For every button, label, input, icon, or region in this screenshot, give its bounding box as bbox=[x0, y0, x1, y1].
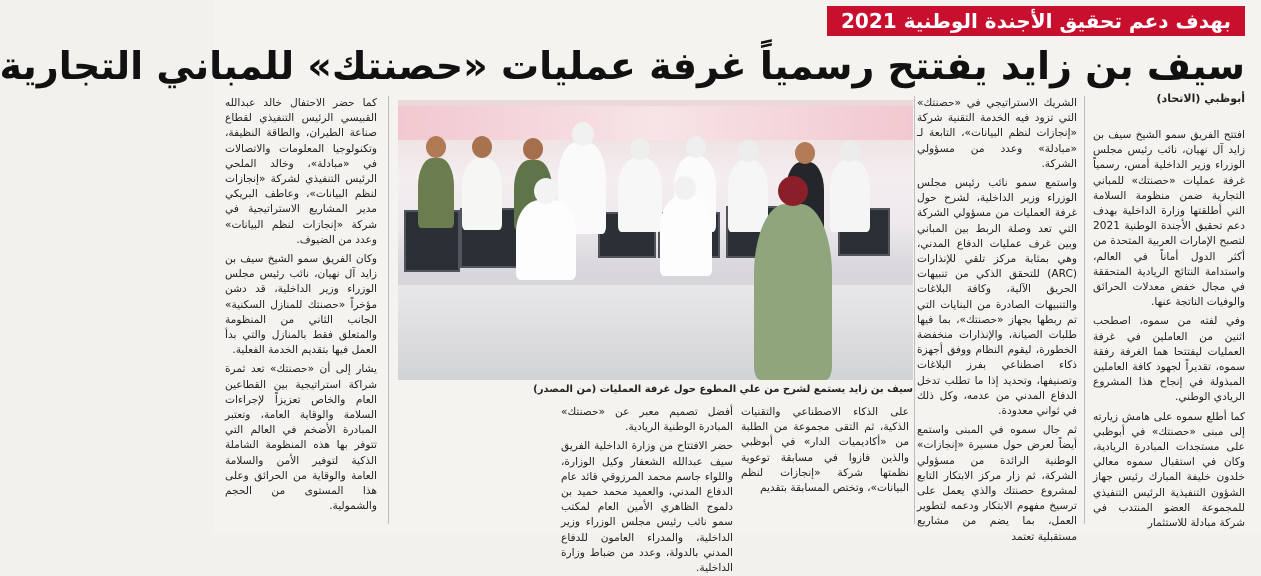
photo-person-head bbox=[795, 142, 815, 164]
column-divider bbox=[1084, 96, 1085, 524]
column-divider bbox=[914, 96, 915, 524]
article-column-1 bbox=[1093, 128, 1245, 530]
photo-person-officer bbox=[754, 204, 832, 380]
photo-person-seated bbox=[516, 200, 576, 280]
photo-person-head bbox=[674, 176, 696, 200]
photo-person-head bbox=[778, 176, 808, 206]
dateline: أبوظبي (الاتحاد) bbox=[1156, 92, 1245, 105]
article-column-2 bbox=[917, 96, 1077, 543]
article-column-3 bbox=[741, 405, 909, 523]
paragraph: وفي لفته من سموه، اصطحب اثنين من العاملين في غرفة العمليات ليفتتحا هما الغرفة رفقة سموه، تقديراً لجهود كافة العاملين المبذولة في إنجاح هذا المشروع الريادي الوطني. bbox=[1093, 315, 1245, 404]
photo-desk bbox=[398, 285, 913, 380]
paragraph: على الذكاء الاصطناعي والتقنيات الذكية، ثم التقى مجموعة من الطلبة من «أكاديميات الدار» في أبوظبي والذين فازوا في مسابقة توعوية نظمتها شركة «إنجازات لنظم البيانات»، وتختص المسابقة بتقديم bbox=[741, 406, 909, 495]
paragraph: كما حضر الاحتفال خالد عبدالله القبيسي الرئيس التنفيذي لقطاع صناعة الطيران، والطاقة النظيفة، وتكنولوجيا المعلومات والاتصالات في «مبادلة»، وخالد الملحي الرئيس التنفيذي لشركة «إنجازات لنظم البيانات»، وعاطف البريكي مدير المشاريع الاستراتيجية في شركة «إنجازات لنظم البيانات» وعدد من الضيوف. bbox=[225, 97, 377, 246]
paragraph: حضر الافتتاح من وزارة الداخلية الفريق سيف عبدالله الشعفار وكيل الوزارة، واللواء جاسم محمد المرزوقي قائد عام الدفاع المدني، والعميد محمد حميد بن دلموج الظاهري الأمين العام لمكتب سمو نائب رئيس مجلس الوزراء وزير الداخلية، والمدراء العامون للدفاع المدني بالدولة، وعدد من ضباط وزارة الداخلية. bbox=[561, 440, 733, 575]
paragraph: يشار إلى أن «حصنتك» تعد ثمرة شراكة استراتيجية بين القطاعين العام والخاص تعزيزاً لإجراءات السلامة والوقاية العامة، وتعتبر المبادرة الأضخم في العالم التي تتوفر بها هذه المنظومة الشاملة الذكية لتوفير الأمن والسلامة العامة والوقاية من الحرائق وعلى هذا المستوى من الحجم والشمولية. bbox=[225, 363, 377, 513]
paragraph: كما أطلع سموه على هامش زيارته إلى مبنى «حصنتك» في أبوظبي على مستجدات المبادرة الريادية، وكان في استقبال سموه معالي خلدون خليفة المبارك رئيس جهاز الشؤون التنفيذية الرئيس التنفيذي للمجموعة العضو المنتدب في شركة مبادلة للاستثمار bbox=[1093, 410, 1245, 530]
photo-person-seated bbox=[660, 196, 712, 276]
paragraph: الشريك الاستراتيجي في «حصنتك» التي تزود فيه الخدمة التقنية شركة «إنجازات لنظم البيانات»، التابعة لـ «مبادلة» وعدد من مسؤولي الشركة. bbox=[917, 97, 1077, 170]
paragraph: واستمع سمو نائب رئيس مجلس الوزراء وزير الداخلية، لشرح حول غرفة العمليات من مسؤولي الشركة التي تعد وصلة الربط بين المباني وبين غرف عمليات الدفاع المدني، وهي بمثابة مركز تلقي للإنذارات (ARC) للتحقق الذكي من تنبيهات الحريق الآلية، وكافة البلاغات والتنبيهات الصادرة من البنايات التي تم ربطها بجهاز «حصنتك»، بما فيها طلبات الصيانة، والإنذارات منخفضة الخطورة، ليقوم النظام ووفق أجهزة ذكاء اصطناعي بفرز البلاغات وتصنيفها، وتحديد إذا ما تطلب تدخل الدفاع المدني من عدمه، وكل ذلك في ثواني معدودة. bbox=[917, 177, 1077, 418]
photo-person-head bbox=[840, 140, 860, 162]
photo-person bbox=[418, 158, 454, 228]
photo-person-head bbox=[630, 138, 650, 160]
photo-wall-banner bbox=[398, 106, 913, 140]
photo-person bbox=[618, 158, 662, 232]
headline: سيف بن زايد يفتتح رسمياً غرفة عمليات «حصنتك» للمباني التجارية bbox=[0, 44, 1245, 88]
column-divider bbox=[388, 96, 389, 524]
paragraph: ثم جال سموه في المبنى واستمع أيضاً لعرض حول مسيرة «إنجازات» الوطنية الرائدة من مسؤولي الشركة، ثم زار مركز الابتكار التابع لمشروع حصنتك والذي يعمل على ترسيخ مفهوم الابتكار ودعمه لتطوير العمل، بما يضم من مشاريع مستقبلية تعتمد bbox=[917, 424, 1077, 543]
photo-caption: سيف بن زايد يستمع لشرح من علي المطوع حول غرفة العمليات (من المصدر) bbox=[533, 384, 913, 395]
photo-person-head bbox=[523, 138, 543, 160]
photo-person-head bbox=[472, 136, 492, 158]
photo-person bbox=[830, 160, 870, 232]
paragraph: أفضل تصميم معبر عن «حصنتك» المبادرة الوطنية الريادية. bbox=[561, 406, 733, 434]
photo-person-head bbox=[572, 122, 594, 146]
paragraph: افتتح الفريق سمو الشيخ سيف بن زايد آل نهيان، نائب رئيس مجلس الوزراء وزير الداخلية أمس، رسمياً غرفة عمليات «حصنتك» للمباني التجارية ضمن منظومة السلامة التي أطلقتها وزارة الداخلية بهدف دعم تحقيق الأجندة الوطنية 2021 لتصبح الإمارات العربية المتحدة من أكثر الدول أماناً في العالم، واستدامة النتائج الريادية المتحققة في مجال خفض معدلات الحرائق والوفيات الناتجة عنها. bbox=[1093, 129, 1245, 309]
kicker-banner: بهدف دعم تحقيق الأجندة الوطنية 2021 bbox=[827, 6, 1245, 36]
photo-person-head bbox=[534, 178, 558, 204]
photo-person-head bbox=[738, 140, 758, 162]
photo-person-head bbox=[426, 136, 446, 158]
photo-person bbox=[462, 158, 502, 230]
article-column-5 bbox=[225, 96, 377, 522]
article-photo bbox=[398, 100, 913, 380]
article-column-4 bbox=[561, 405, 733, 575]
photo-person bbox=[728, 160, 768, 232]
photo-person-head bbox=[686, 136, 706, 158]
paragraph: وكان الفريق سمو الشيخ سيف بن زايد آل نهيان، نائب رئيس مجلس الوزراء وزير الداخلية، قد دشن مؤخراً «حصنتك للمنازل السكنية» الجانب الثاني من المنظومة والمتعلق فقط بالمنازل والتي بدأ العمل فيها بتقديم الخدمة الفعلية. bbox=[225, 253, 377, 357]
